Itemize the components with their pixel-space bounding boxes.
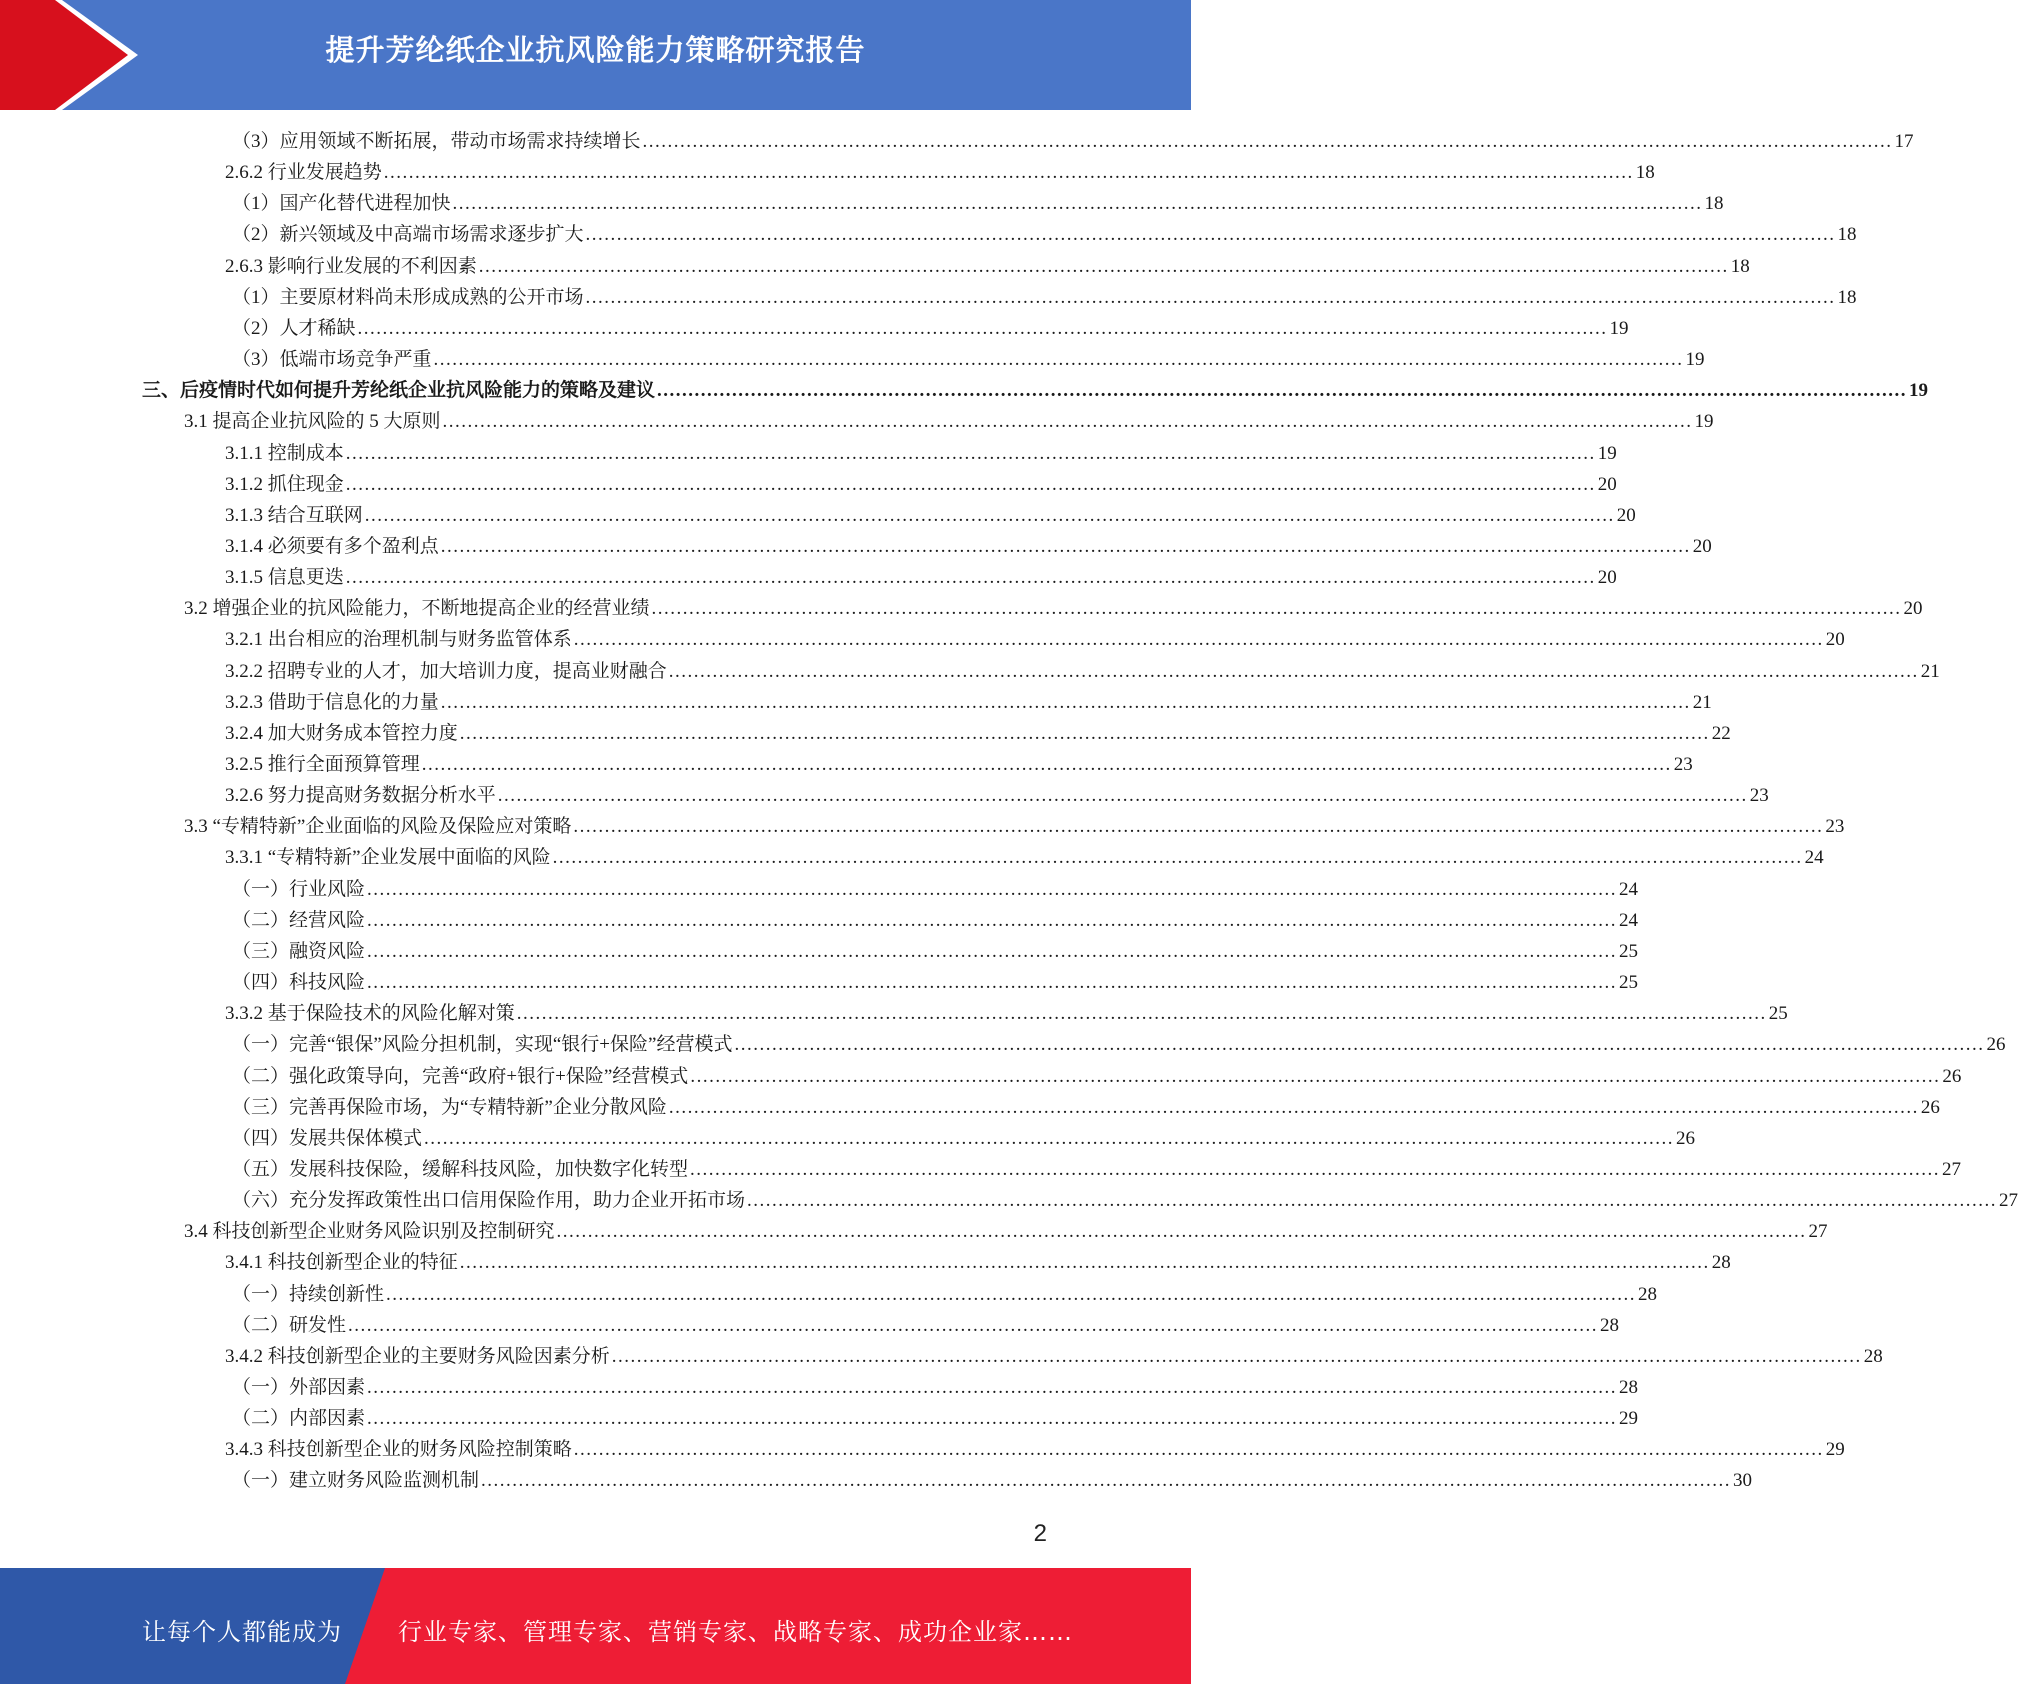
toc-entry-label: （三）完善再保险市场，为“专精特新”企业分散风险 — [232, 1096, 667, 1118]
toc-dot-leader: ........................................................................................................................................................................................................ — [657, 380, 1908, 402]
page-footer — [0, 1568, 1191, 1684]
toc-entry-page: 18 — [1837, 286, 1857, 308]
toc-entry[interactable] — [232, 1372, 1639, 1403]
toc-entry-page: 30 — [1733, 1470, 1753, 1492]
toc-entry[interactable] — [225, 438, 1617, 469]
toc-entry-page: 28 — [1638, 1283, 1658, 1305]
toc-entry[interactable] — [225, 687, 1712, 718]
toc-entry[interactable] — [225, 157, 1655, 188]
toc-entry-label: 3.3 “专精特新”企业面临的风险及保险应对策略 — [184, 816, 572, 838]
toc-entry[interactable] — [225, 718, 1731, 749]
toc-entry[interactable] — [232, 282, 1857, 313]
toc-entry-page: 28 — [1619, 1377, 1639, 1398]
toc-entry-page: 26 — [1986, 1034, 2006, 1056]
toc-entry-page: 23 — [1749, 785, 1769, 807]
toc-entry-label: 3.2.5 推行全面预算管理 — [225, 754, 420, 775]
toc-entry-page: 26 — [1676, 1127, 1696, 1149]
toc-entry[interactable] — [232, 1029, 2006, 1060]
toc-dot-leader: ........................................................................................................................................................................................................ — [585, 286, 1836, 308]
toc-dot-leader: ........................................................................................................................................................................................................ — [611, 1345, 1862, 1367]
toc-entry-label: 3.4.1 科技创新型企业的特征 — [225, 1252, 458, 1274]
toc-entry[interactable] — [225, 656, 1940, 687]
toc-entry[interactable] — [225, 749, 1693, 780]
toc-dot-leader: ........................................................................................................................................................................................................ — [367, 1377, 1618, 1398]
toc-entry-label: 3.2.2 招聘专业的人才，加大培训力度，提高业财融合 — [225, 660, 667, 682]
toc-entry[interactable] — [232, 219, 1857, 250]
toc-entry-label: （3）低端市场竞争严重 — [232, 349, 432, 371]
toc-entry[interactable] — [225, 780, 1769, 811]
toc-dot-leader: ........................................................................................................................................................................................................ — [573, 629, 1824, 651]
toc-entry-label: （3）应用领域不断拓展，带动市场需求持续增长 — [232, 131, 641, 152]
toc-entry-page: 18 — [1730, 255, 1750, 277]
toc-entry-page: 27 — [1808, 1221, 1828, 1243]
toc-entry-page: 27 — [1999, 1190, 2018, 1212]
toc-dot-leader: ........................................................................................................................................................................................................ — [516, 1003, 1767, 1025]
toc-dot-leader: ........................................................................................................................................................................................................ — [585, 224, 1836, 246]
toc-entry-label: （2）新兴领域及中高端市场需求逐步扩大 — [232, 224, 584, 246]
toc-dot-leader: ........................................................................................................................................................................................................ — [440, 691, 1691, 713]
toc-entry-label: （三）融资风险 — [232, 940, 366, 962]
toc-dot-leader: ........................................................................................................................................................................................................ — [442, 411, 1693, 433]
toc-dot-leader: ........................................................................................................................................................................................................ — [386, 1283, 1637, 1305]
toc-entry[interactable] — [184, 593, 1923, 624]
toc-entry[interactable] — [225, 1247, 1731, 1278]
toc-dot-leader: ........................................................................................................................................................................................................ — [424, 1127, 1675, 1149]
toc-entry[interactable] — [225, 531, 1712, 562]
toc-entry[interactable] — [232, 1092, 1940, 1123]
toc-dot-leader: ........................................................................................................................................................................................................ — [440, 535, 1691, 557]
toc-entry-label: （一）建立财务风险监测机制 — [232, 1470, 480, 1492]
toc-dot-leader: ........................................................................................................................................................................................................ — [348, 1314, 1599, 1336]
toc-entry-label: （2）人才稀缺 — [232, 317, 356, 339]
toc-dot-leader: ........................................................................................................................................................................................................ — [345, 567, 1596, 589]
toc-entry[interactable] — [225, 842, 1824, 873]
toc-entry-page: 28 — [1711, 1252, 1731, 1274]
toc-entry-page: 23 — [1673, 754, 1693, 775]
toc-entry[interactable] — [184, 406, 1714, 437]
toc-dot-leader: ........................................................................................................................................................................................................ — [668, 1096, 1919, 1118]
toc-entry[interactable] — [232, 344, 1705, 375]
toc-entry-label: 3.2.6 努力提高财务数据分析水平 — [225, 785, 496, 807]
toc-entry-label: 2.6.3 影响行业发展的不利因素 — [225, 255, 477, 277]
toc-dot-leader: ........................................................................................................................................................................................................ — [734, 1034, 1985, 1056]
toc-entry[interactable] — [232, 874, 1639, 905]
toc-entry-page: 21 — [1920, 660, 1940, 682]
toc-dot-leader: ........................................................................................................................................................................................................ — [367, 972, 1618, 994]
toc-entry[interactable] — [225, 469, 1617, 500]
toc-entry[interactable] — [225, 624, 1845, 655]
toc-entry[interactable] — [225, 562, 1617, 593]
toc-entry-label: 3.1.5 信息更迭 — [225, 567, 344, 589]
toc-entry[interactable] — [225, 1434, 1845, 1465]
toc-entry-page: 25 — [1619, 972, 1639, 994]
toc-entry-label: 3.1.4 必须要有多个盈利点 — [225, 535, 439, 557]
page-number: 2 — [1033, 1520, 1047, 1547]
toc-dot-leader: ........................................................................................................................................................................................................ — [459, 1252, 1710, 1274]
toc-entry[interactable] — [232, 1123, 1696, 1154]
toc-entry-page: 20 — [1825, 629, 1845, 651]
toc-entry[interactable] — [232, 1061, 1962, 1092]
toc-entry-page: 25 — [1619, 940, 1639, 962]
toc-entry-label: （四）科技风险 — [232, 972, 366, 994]
toc-entry[interactable] — [232, 313, 1629, 344]
toc-entry-label: 3.1.2 抓住现金 — [225, 473, 344, 495]
toc-entry-label: （二）研发性 — [232, 1314, 347, 1336]
toc-entry-page: 19 — [1597, 442, 1617, 464]
toc-entry-label: 3.4.2 科技创新型企业的主要财务风险因素分析 — [225, 1345, 610, 1367]
toc-dot-leader: ........................................................................................................................................................................................................ — [383, 162, 1634, 184]
toc-dot-leader: ........................................................................................................................................................................................................ — [478, 255, 1729, 277]
toc-entry-page: 19 — [1685, 349, 1705, 371]
toc-dot-leader: ........................................................................................................................................................................................................ — [421, 754, 1672, 775]
toc-entry[interactable] — [225, 500, 1636, 531]
toc-entry-page: 23 — [1825, 816, 1845, 838]
toc-entry-label: 3.1 提高企业抗风险的 5 大原则 — [184, 411, 441, 433]
toc-dot-leader: ........................................................................................................................................................................................................ — [573, 816, 1824, 838]
toc-dot-leader: ........................................................................................................................................................................................................ — [345, 473, 1596, 495]
toc-dot-leader: ........................................................................................................................................................................................................ — [690, 1158, 1941, 1180]
toc-entry-label: （五）发展科技保险，缓解科技风险，加快数字化转型 — [232, 1158, 689, 1180]
toc-entry-label: （一）行业风险 — [232, 878, 366, 900]
toc-dot-leader: ........................................................................................................................................................................................................ — [452, 193, 1703, 215]
toc-entry[interactable] — [232, 1279, 1658, 1310]
toc-entry[interactable] — [184, 1216, 1828, 1247]
toc-dot-leader: ........................................................................................................................................................................................................ — [364, 504, 1615, 526]
toc-entry-label: （二）内部因素 — [232, 1408, 366, 1430]
page-header — [0, 0, 1191, 110]
toc-entry-label: （一）外部因素 — [232, 1377, 366, 1398]
toc-entry[interactable] — [232, 936, 1639, 967]
toc-dot-leader: ........................................................................................................................................................................................................ — [747, 1190, 1998, 1212]
toc-entry-page: 21 — [1692, 691, 1712, 713]
toc-dot-leader: ........................................................................................................................................................................................................ — [497, 785, 1748, 807]
toc-entry-label: （1）国产化替代进程加快 — [232, 193, 451, 215]
footer-slogan-right: 行业专家、管理专家、营销专家、战略专家、成功企业家…… — [398, 1618, 1073, 1646]
toc-entry-page: 24 — [1619, 909, 1639, 931]
toc-entry-label: （1）主要原材料尚未形成成熟的公开市场 — [232, 286, 584, 308]
toc-entry-page: 25 — [1768, 1003, 1788, 1025]
toc-dot-leader: ........................................................................................................................................................................................................ — [573, 1439, 1824, 1461]
toc-entry-page: 18 — [1635, 162, 1655, 184]
toc-entry[interactable] — [225, 1341, 1883, 1372]
toc-dot-leader: ........................................................................................................................................................................................................ — [481, 1470, 1732, 1492]
toc-entry-page: 28 — [1863, 1345, 1883, 1367]
toc-entry[interactable] — [232, 1465, 1753, 1496]
toc-entry[interactable] — [232, 1310, 1620, 1341]
toc-entry[interactable] — [225, 251, 1750, 282]
toc-entry[interactable] — [225, 998, 1788, 1029]
toc-entry-label: 3.1.3 结合互联网 — [225, 504, 363, 526]
toc-entry-label: 3.4.3 科技创新型企业的财务风险控制策略 — [225, 1439, 572, 1461]
toc-entry-page: 18 — [1704, 193, 1724, 215]
document-title: 提升芳纶纸企业抗风险能力策略研究报告 — [325, 33, 866, 67]
toc-entry-label: 3.3.2 基于保险技术的风险化解对策 — [225, 1003, 515, 1025]
toc-entry-page: 22 — [1711, 722, 1731, 744]
toc-entry-page: 19 — [1909, 380, 1929, 402]
toc-entry-page: 29 — [1619, 1408, 1639, 1430]
toc-entry-label: 3.4 科技创新型企业财务风险识别及控制研究 — [184, 1221, 555, 1243]
toc-entry-label: （六）充分发挥政策性出口信用保险作用，助力企业开拓市场 — [232, 1190, 746, 1212]
toc-dot-leader: ........................................................................................................................................................................................................ — [367, 940, 1618, 962]
toc-dot-leader: ........................................................................................................................................................................................................ — [367, 909, 1618, 931]
toc-entry[interactable] — [142, 375, 1929, 406]
toc-dot-leader: ........................................................................................................................................................................................................ — [459, 722, 1710, 744]
toc-entry-label: 3.2.3 借助于信息化的力量 — [225, 691, 439, 713]
toc-entry-page: 20 — [1616, 504, 1636, 526]
toc-entry[interactable] — [232, 905, 1639, 936]
toc-entry-label: 3.2.4 加大财务成本管控力度 — [225, 722, 458, 744]
toc-entry-label: （二）强化政策导向，完善“政府+银行+保险”经营模式 — [232, 1065, 689, 1087]
toc-entry[interactable] — [232, 1154, 1962, 1185]
toc-entry-label: 三、后疫情时代如何提升芳纶纸企业抗风险能力的策略及建议 — [142, 380, 656, 402]
toc-entry-page: 27 — [1942, 1158, 1962, 1180]
toc-dot-leader: ........................................................................................................................................................................................................ — [668, 660, 1919, 682]
toc-entry-page: 24 — [1619, 878, 1639, 900]
toc-dot-leader: ........................................................................................................................................................................................................ — [642, 131, 1893, 152]
toc-entry-page: 20 — [1597, 567, 1617, 589]
toc-entry-page: 20 — [1903, 598, 1923, 620]
toc-entry-page: 18 — [1837, 224, 1857, 246]
toc-dot-leader: ........................................................................................................................................................................................................ — [357, 317, 1608, 339]
toc-entry-label: 3.2 增强企业的抗风险能力，不断地提高企业的经营业绩 — [184, 598, 650, 620]
toc-entry-page: 17 — [1894, 131, 1914, 152]
toc-entry-label: （二）经营风险 — [232, 909, 366, 931]
toc-entry-page: 20 — [1692, 535, 1712, 557]
toc-entry-label: 3.3.1 “专精特新”企业发展中面临的风险 — [225, 847, 551, 869]
toc-dot-leader: ........................................................................................................................................................................................................ — [556, 1221, 1807, 1243]
toc-entry-page: 19 — [1694, 411, 1714, 433]
toc-entry[interactable] — [232, 1185, 2018, 1216]
toc-dot-leader: ........................................................................................................................................................................................................ — [651, 598, 1902, 620]
toc-entry-page: 28 — [1600, 1314, 1620, 1336]
toc-dot-leader: ........................................................................................................................................................................................................ — [433, 349, 1684, 371]
toc-dot-leader: ........................................................................................................................................................................................................ — [367, 878, 1618, 900]
footer-slogan-left: 让每个人都能成为 — [142, 1618, 342, 1646]
toc-dot-leader: ........................................................................................................................................................................................................ — [345, 442, 1596, 464]
toc-entry-page: 20 — [1597, 473, 1617, 495]
toc-entry[interactable] — [232, 188, 1724, 219]
toc-dot-leader: ........................................................................................................................................................................................................ — [552, 847, 1803, 869]
toc-entry-page: 24 — [1804, 847, 1824, 869]
toc-dot-leader: ........................................................................................................................................................................................................ — [690, 1065, 1941, 1087]
toc-dot-leader: ........................................................................................................................................................................................................ — [367, 1408, 1618, 1430]
toc-entry-label: 2.6.2 行业发展趋势 — [225, 162, 382, 184]
toc-entry-page: 19 — [1609, 317, 1629, 339]
toc-entry-label: （一）持续创新性 — [232, 1283, 385, 1305]
toc-entry-page: 26 — [1920, 1096, 1940, 1118]
toc-entry-label: 3.2.1 出台相应的治理机制与财务监管体系 — [225, 629, 572, 651]
toc-entry-label: （一）完善“银保”风险分担机制，实现“银行+保险”经营模式 — [232, 1034, 733, 1056]
toc-entry-label: （四）发展共保体模式 — [232, 1127, 423, 1149]
toc-entry[interactable] — [232, 1403, 1639, 1434]
toc-entry-label: 3.1.1 控制成本 — [225, 442, 344, 464]
toc-entry[interactable] — [184, 811, 1845, 842]
toc-entry[interactable] — [232, 967, 1639, 998]
toc-entry-page: 29 — [1825, 1439, 1845, 1461]
toc-entry-page: 26 — [1942, 1065, 1962, 1087]
toc-entry[interactable] — [232, 126, 1914, 157]
